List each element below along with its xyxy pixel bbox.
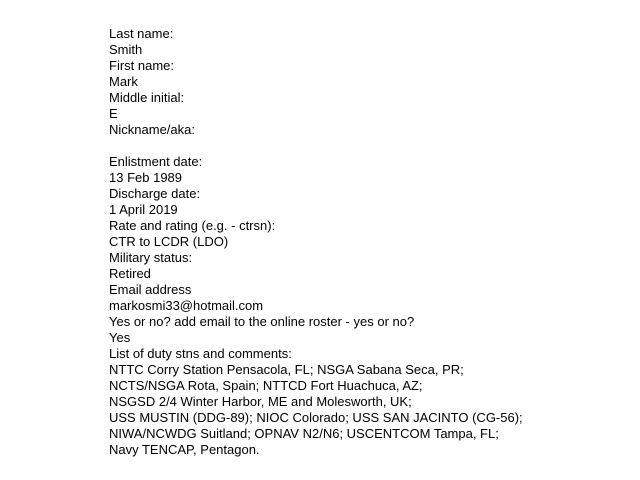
military-status-label: Military status: [109, 250, 193, 265]
last-name-label: Last name: [109, 26, 174, 41]
duty-stations-line: NSGSD 2/4 Winter Harbor, ME and Molesworth, UK; [109, 394, 412, 409]
roster-question-value: Yes [109, 330, 131, 345]
last-name-value: Smith [109, 42, 143, 57]
discharge-date-value: 1 April 2019 [109, 202, 178, 217]
middle-initial-value: E [109, 106, 118, 121]
email-value: markosmi33@hotmail.com [109, 298, 264, 313]
submission-form [109, 26, 629, 458]
duty-stations-line: NCTS/NSGA Rota, Spain; NTTCD Fort Huachuca, AZ; [109, 378, 423, 393]
enlistment-date-label: Enlistment date: [109, 154, 203, 169]
first-name-value: Mark [109, 74, 138, 89]
duty-stations-line: NTTC Corry Station Pensacola, FL; NSGA Sabana Seca, PR; [109, 362, 464, 377]
rate-rating-value: CTR to LCDR (LDO) [109, 234, 229, 249]
nickname-value [109, 138, 629, 154]
duty-stations-label: List of duty stns and comments: [109, 346, 292, 361]
duty-stations-line: Navy TENCAP, Pentagon. [109, 442, 260, 457]
roster-question-label: Yes or no? add email to the online roster - yes or no? [109, 314, 415, 329]
duty-stations-line: USS MUSTIN (DDG-89); NIOC Colorado; USS SAN JACINTO (CG-56); [109, 410, 523, 425]
email-label: Email address [109, 282, 192, 297]
discharge-date-label: Discharge date: [109, 186, 201, 201]
enlistment-date-value: 13 Feb 1989 [109, 170, 183, 185]
middle-initial-label: Middle initial: [109, 90, 185, 105]
nickname-label: Nickname/aka: [109, 122, 195, 137]
rate-rating-label: Rate and rating (e.g. - ctrsn): [109, 218, 276, 233]
first-name-label: First name: [109, 58, 175, 73]
duty-stations-line: NIWA/NCWDG Suitland; OPNAV N2/N6; USCENTCOM Tampa, FL; [109, 426, 499, 441]
military-status-value: Retired [109, 266, 151, 281]
